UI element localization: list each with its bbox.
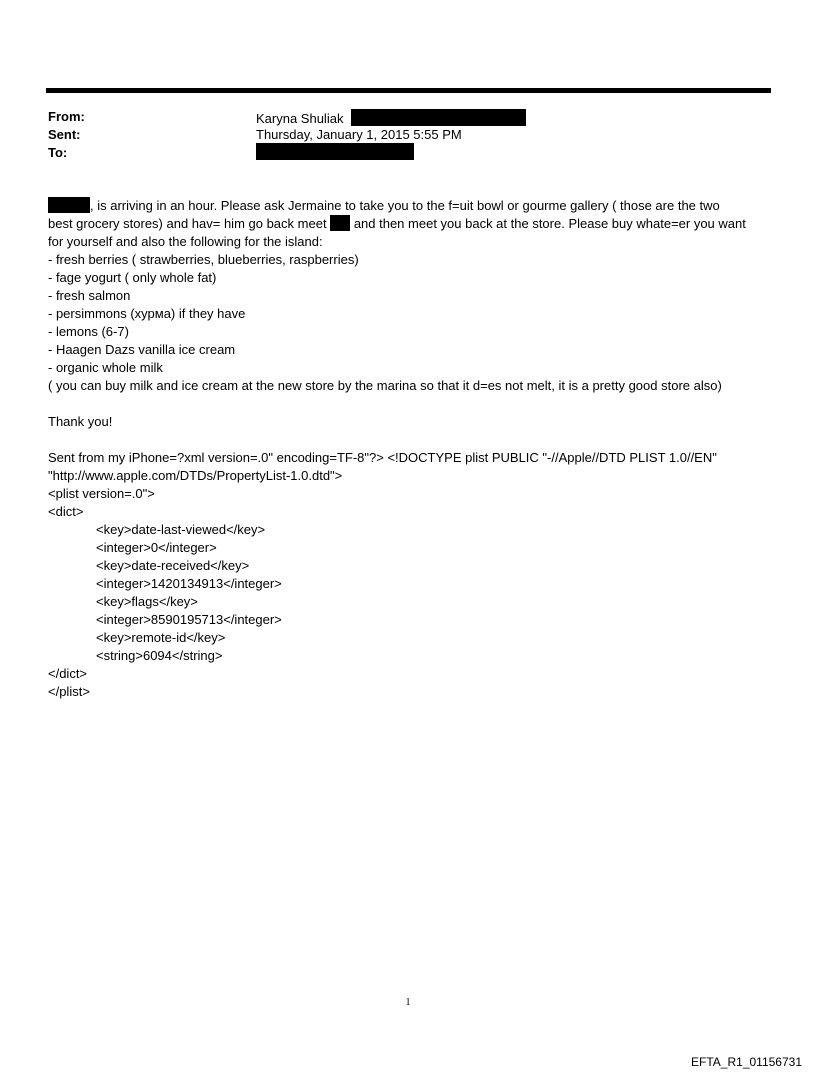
signature-line-2: "http://www.apple.com/DTDs/PropertyList-1.0.dtd"> xyxy=(48,468,343,483)
from-label: From: xyxy=(48,109,85,124)
list-item: - persimmons (хурма) if they have xyxy=(48,306,246,321)
list-item: - fresh berries ( strawberries, blueberries, raspberries) xyxy=(48,252,359,267)
dict-line: <key>remote-id</key> xyxy=(96,630,226,645)
dict-line: <key>date-received</key> xyxy=(96,558,250,573)
dict-close: </dict> xyxy=(48,666,88,681)
list-item: - organic whole milk xyxy=(48,360,163,375)
plist-close: </plist> xyxy=(48,684,90,699)
redaction-name-1 xyxy=(48,197,90,213)
email-body xyxy=(48,197,773,701)
dict-line: <integer>1420134913</integer> xyxy=(96,576,282,591)
redaction-from-email xyxy=(351,109,526,126)
page-number: 1 xyxy=(405,997,411,1008)
document-id: EFTA_R1_01156731 xyxy=(691,1055,802,1069)
list-item: - fage yogurt ( only whole fat) xyxy=(48,270,217,285)
store-note: ( you can buy milk and ice cream at the new store by the marina so that it d=es not melt, it is a pretty good store also) xyxy=(48,378,722,393)
from-value xyxy=(256,109,526,126)
redaction-name-2 xyxy=(330,215,350,231)
thanks-line: Thank you! xyxy=(48,414,113,429)
dict-line: <integer>0</integer> xyxy=(96,540,217,555)
body-line-3: for yourself and also the following for the island: xyxy=(48,234,323,249)
to-label: To: xyxy=(48,145,68,160)
sender-name: Karyna Shuliak xyxy=(256,111,344,126)
body-line-1 xyxy=(48,197,773,215)
dict-line: <integer>8590195713</integer> xyxy=(96,612,282,627)
signature-line-1: Sent from my iPhone=?xml version=.0" encoding=TF-8"?> <!DOCTYPE plist PUBLIC "-//Apple//DTD PLIST 1.0//EN" xyxy=(48,450,717,465)
dict-open: <dict> xyxy=(48,504,84,519)
plist-open: <plist version=.0"> xyxy=(48,486,155,501)
redaction-to xyxy=(256,143,414,160)
list-item: - fresh salmon xyxy=(48,288,131,303)
sent-value: Thursday, January 1, 2015 5:55 PM xyxy=(256,127,462,142)
list-item: - lemons (6-7) xyxy=(48,324,129,339)
body-line-2: best grocery stores) and hav= him go back meet and then meet you back at the store. Please buy whate=er you want xyxy=(48,216,746,231)
dict-line: <key>date-last-viewed</key> xyxy=(96,522,266,537)
to-value xyxy=(256,143,414,160)
list-item: - Haagen Dazs vanilla ice cream xyxy=(48,342,236,357)
dict-line: <string>6094</string> xyxy=(96,648,223,663)
header-rule xyxy=(46,88,771,93)
body-line-1-text: , is arriving in an hour. Please ask Jermaine to take you to the f=uit bowl or gourme gallery ( those are the two xyxy=(90,198,720,213)
sent-label: Sent: xyxy=(48,127,81,142)
dict-line: <key>flags</key> xyxy=(96,594,198,609)
